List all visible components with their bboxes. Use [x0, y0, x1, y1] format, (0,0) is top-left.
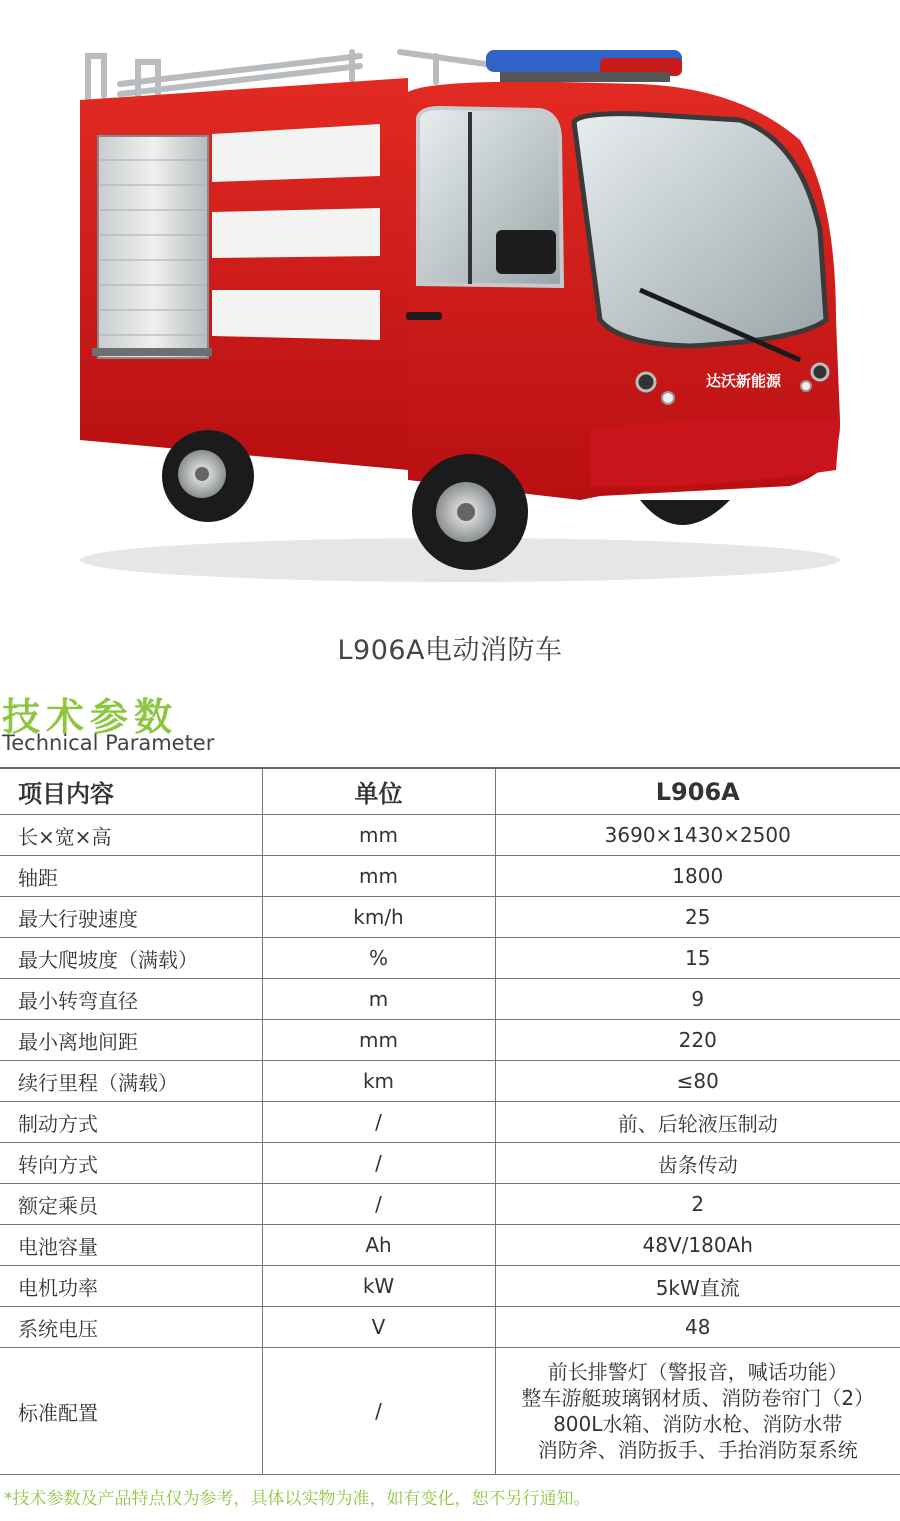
row-value: 9: [495, 979, 900, 1020]
row-unit: /: [262, 1102, 495, 1143]
section-title: 技术参数: [2, 695, 179, 739]
row-value: 25: [495, 897, 900, 938]
row-value: 1800: [495, 856, 900, 897]
row-item: 长×宽×高: [0, 815, 262, 856]
row-unit: V: [262, 1307, 495, 1348]
row-item: 额定乘员: [0, 1184, 262, 1225]
shutter-bar: [92, 348, 212, 356]
row-item: 电机功率: [0, 1266, 262, 1307]
table-row: [0, 856, 900, 897]
config-line: 前长排警灯（警报音，喊话功能）: [547, 1360, 848, 1384]
section-subtitle: Technical Parameter: [2, 731, 215, 755]
table-row: [0, 1143, 900, 1184]
table-row: [0, 1020, 900, 1061]
config-line: 800L水箱、消防水枪、消防水带: [553, 1412, 843, 1436]
row-unit: m: [262, 979, 495, 1020]
rolling-shutter: [98, 136, 208, 358]
headlight: [637, 373, 655, 391]
row-value-config: [495, 1348, 900, 1475]
table-row-standard-config: [0, 1348, 900, 1475]
config-line: 整车游艇玻璃钢材质、消防卷帘门（2）: [521, 1386, 875, 1410]
door-handle: [406, 312, 442, 320]
row-item: 最小离地间距: [0, 1020, 262, 1061]
row-unit: kW: [262, 1266, 495, 1307]
cab-logo: 达沃新能源: [706, 372, 782, 390]
row-item: 最小转弯直径: [0, 979, 262, 1020]
row-unit: mm: [262, 1020, 495, 1061]
table-row: [0, 1061, 900, 1102]
row-value: 48V/180Ah: [495, 1225, 900, 1266]
row-value: 15: [495, 938, 900, 979]
table-row: [0, 979, 900, 1020]
row-item: 最大行驶速度: [0, 897, 262, 938]
row-value: 前、后轮液压制动: [495, 1102, 900, 1143]
product-caption: L906A电动消防车: [337, 635, 563, 666]
table-row: [0, 1307, 900, 1348]
row-value: 3690×1430×2500: [495, 815, 900, 856]
spec-table: [0, 767, 900, 1475]
row-unit: mm: [262, 815, 495, 856]
row-item: 转向方式: [0, 1143, 262, 1184]
table-row: [0, 1266, 900, 1307]
row-value: 齿条传动: [495, 1143, 900, 1184]
row-item: 轴距: [0, 856, 262, 897]
product-image: [0, 0, 900, 620]
row-value: 48: [495, 1307, 900, 1348]
table-row: [0, 897, 900, 938]
white-panel: [212, 124, 380, 182]
headlight: [812, 364, 828, 380]
table-row: [0, 1184, 900, 1225]
white-panel: [212, 208, 380, 258]
row-item: 制动方式: [0, 1102, 262, 1143]
disclaimer-footnote: *技术参数及产品特点仅为参考，具体以实物为准，如有变化，恕不另行通知。: [4, 1489, 591, 1509]
far-front-wheel: [640, 500, 730, 525]
config-line: 消防斧、消防扳手、手抬消防泵系统: [537, 1438, 858, 1462]
row-value: 2: [495, 1184, 900, 1225]
table-row: [0, 1225, 900, 1266]
fire-truck-illustration: [0, 0, 900, 620]
indicator-light: [801, 381, 811, 391]
row-unit: km: [262, 1061, 495, 1102]
row-item: 系统电压: [0, 1307, 262, 1348]
row-item: 续行里程（满载）: [0, 1061, 262, 1102]
row-value: 220: [495, 1020, 900, 1061]
row-unit: %: [262, 938, 495, 979]
header-unit: 单位: [262, 768, 495, 815]
white-panel: [212, 290, 380, 340]
table-row: [0, 815, 900, 856]
row-unit: km/h: [262, 897, 495, 938]
indicator-light: [662, 392, 674, 404]
table-row: [0, 1102, 900, 1143]
row-unit: Ah: [262, 1225, 495, 1266]
header-item: 项目内容: [0, 768, 262, 815]
header-model: L906A: [495, 768, 900, 815]
table-header-row: [0, 768, 900, 815]
row-item: 标准配置: [0, 1348, 262, 1475]
row-unit: /: [262, 1143, 495, 1184]
row-unit: /: [262, 1184, 495, 1225]
row-value: ≤80: [495, 1061, 900, 1102]
row-value: 5kW直流: [495, 1266, 900, 1307]
row-item: 最大爬坡度（满载）: [0, 938, 262, 979]
table-row: [0, 938, 900, 979]
row-item: 电池容量: [0, 1225, 262, 1266]
side-mirror: [496, 230, 556, 274]
row-unit: mm: [262, 856, 495, 897]
row-unit: /: [262, 1348, 495, 1475]
